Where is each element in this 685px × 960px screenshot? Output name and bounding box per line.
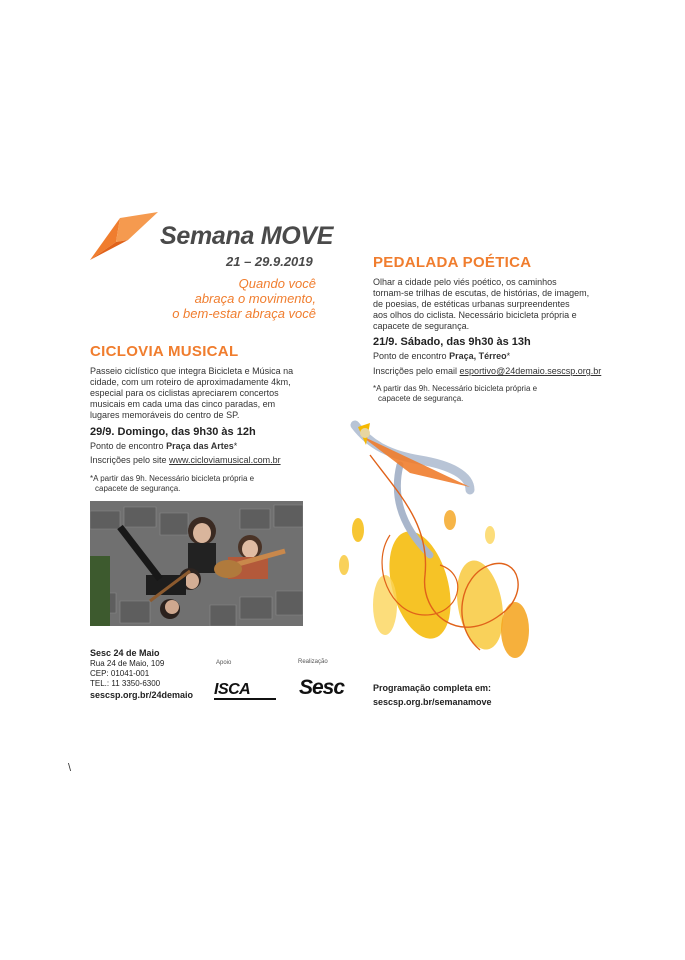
signup-prefix: Inscrições pelo site [90,455,170,465]
signup-prefix: Inscrições pelo email [373,366,460,376]
isca-logo-underline [214,698,276,700]
support-label: Apoio [216,660,232,666]
unit-site-link[interactable]: sescsp.org.br/24demaio [90,690,194,700]
unit-name: Sesc 24 de Maio [90,648,160,658]
description-line: especial para os ciclistas apreciarem concertos [90,388,279,398]
pedalada-signup [373,366,601,377]
cyclist-illustration [330,415,540,665]
pedalada-email-link[interactable]: esportivo@24demaio.sescsp.org.br [459,366,602,376]
isca-logo: ISCA [214,681,251,698]
realization-label: Realização [298,659,328,665]
semana-move-logo-icon [90,212,160,262]
meeting-prefix: Ponto de encontro [90,441,167,451]
event-dates: 21 – 29.9.2019 [226,254,313,269]
address-line: TEL.: 11 3350-6300 [90,679,161,688]
ciclovia-signup [90,455,281,466]
musicians-photo [90,501,303,626]
program-label: Programação completa em: [373,683,492,693]
description-line: de poesias, de estéticas urbanas surpreendentes [373,299,570,309]
ciclovia-meeting [90,441,237,452]
description-line: cidade, com um roteiro de aproximadamente 4km, [90,377,291,387]
meeting-suffix: * [506,351,511,361]
unit-address [90,659,164,689]
description-line: Passeio ciclístico que integra Bicicleta e Música na [90,366,294,376]
meeting-suffix: * [233,441,238,451]
brand-title: Semana MOVE [160,222,334,250]
slogan-line: Quando você [238,276,316,291]
slogan [160,276,316,321]
description-line: lugares memoráveis do centro de SP. [90,410,240,420]
program-link[interactable]: sescsp.org.br/semanamove [373,697,492,707]
stray-mark: \ [68,762,72,774]
address-line: Rua 24 de Maio, 109 [90,659,165,668]
slogan-line: o bem-estar abraça você [172,306,316,321]
ciclovia-note [90,474,310,494]
ciclovia-description [90,366,310,421]
description-line: musicais em cada uma das cinco paradas, em [90,399,276,409]
address-line: CEP: 01041-001 [90,669,150,678]
pedalada-note [373,384,593,404]
musicians-photo-illustration [90,501,303,626]
description-line: capacete de segurança. [373,321,470,331]
pedalada-title: PEDALADA POÉTICA [373,254,532,271]
ciclovia-title: CICLOVIA MUSICAL [90,343,239,360]
slogan-line: abraça o movimento, [194,291,316,306]
meeting-prefix: Ponto de encontro [373,351,450,361]
note-line: capacete de segurança. [378,394,464,403]
sesc-logo: Sesc [299,676,345,699]
pedalada-schedule: 21/9. Sábado, das 9h30 às 13h [373,336,531,348]
meeting-place: Praça, Térreo [449,351,507,361]
note-line: *A partir das 9h. Necessário bicicleta própria e [90,474,255,483]
description-line: Olhar a cidade pelo viés poético, os caminhos [373,277,557,287]
pedalada-meeting [373,351,510,362]
meeting-place: Praça das Artes [166,441,234,451]
description-line: tornam-se trilhas de escutas, de histórias, de imagem, [373,288,590,298]
note-line: *A partir das 9h. Necessário bicicleta própria e [373,384,538,393]
ciclovia-schedule: 29/9. Domingo, das 9h30 às 12h [90,426,256,438]
pedalada-description [373,277,613,332]
note-line: capacete de segurança. [95,484,181,493]
description-line: aos olhos do ciclista. Necessário bicicleta própria e [373,310,577,320]
ciclovia-site-link[interactable]: www.cicloviamusical.com.br [169,455,281,465]
